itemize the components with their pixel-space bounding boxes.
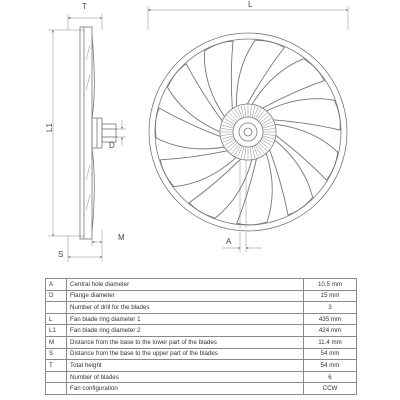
row-description: Fan configuration (67, 383, 304, 395)
table-row (46, 360, 357, 372)
row-value: 15 mm (304, 290, 357, 302)
row-symbol: A (46, 279, 67, 291)
hub-fin (263, 134, 275, 136)
dim-label-t: T (82, 2, 87, 11)
hub-fin (221, 134, 233, 136)
hub-fin (245, 147, 247, 159)
hub-fins (221, 105, 275, 159)
fan-blade (204, 41, 233, 117)
hub-fin (256, 145, 262, 155)
row-description: Total height (67, 360, 304, 372)
row-value: CCW (304, 383, 357, 395)
front-view (148, 0, 348, 252)
fan-blade (270, 140, 313, 215)
hub-fin (259, 113, 268, 122)
row-symbol (46, 302, 67, 314)
row-description: Flange diameter (67, 290, 304, 302)
row-description: Distance from the base to the upper part of the blades (67, 348, 304, 360)
row-symbol: S (46, 348, 67, 360)
table-row (46, 313, 357, 325)
hub-fin (263, 129, 275, 131)
row-value: 54 mm (304, 360, 357, 372)
row-value: 6 (304, 371, 357, 383)
table-row (46, 371, 357, 383)
hub-fin (229, 143, 238, 152)
hub-fin (227, 141, 237, 148)
fan-blade (252, 59, 324, 108)
row-value: 11.4 mm (304, 336, 357, 348)
row-symbol: D (46, 290, 67, 302)
hub-fin (259, 143, 268, 152)
hub-fin (225, 140, 235, 146)
dim-label-l: L (248, 0, 253, 9)
hub-fin (261, 119, 271, 125)
hub-fin (232, 144, 239, 154)
row-value: 424 mm (304, 325, 357, 337)
table-row (46, 325, 357, 337)
row-value: 435 mm (304, 313, 357, 325)
row-value: 3 (304, 302, 357, 314)
row-value: 10.5 mm (304, 279, 357, 291)
table-row (46, 279, 357, 291)
row-description: Number of blades (67, 371, 304, 383)
dim-label-d: D (109, 141, 115, 150)
dim-label-m: M (118, 233, 125, 242)
hub-fin (235, 109, 241, 119)
fan-blade (267, 99, 341, 130)
dim-label-s: S (58, 250, 64, 259)
hub-fin (250, 147, 252, 159)
side-view (45, 2, 126, 262)
table-row (46, 383, 357, 395)
row-description: Number of drill for the blades (67, 302, 304, 314)
row-description: Fan blade ring diameter 2 (67, 325, 304, 337)
row-value: 54 mm (304, 348, 357, 360)
specification-table (45, 278, 357, 395)
hub-fin (260, 116, 270, 123)
hub-fin (232, 111, 239, 121)
hub-fin (257, 144, 264, 154)
table-row (46, 302, 357, 314)
row-symbol: T (46, 360, 67, 372)
hub-fin (225, 119, 235, 125)
hub-fin (229, 113, 238, 122)
row-symbol: M (46, 336, 67, 348)
hub-fin (256, 109, 262, 119)
specification-table-body (46, 279, 357, 395)
table-row (46, 290, 357, 302)
fan-blade (236, 40, 284, 106)
hub-fin (245, 105, 247, 117)
hub-fin (227, 116, 237, 123)
hub-fin (235, 145, 241, 155)
hub-fin (221, 129, 233, 131)
dim-label-a: A (226, 237, 232, 246)
hub-fin (250, 105, 252, 117)
row-symbol (46, 371, 67, 383)
row-symbol: L1 (46, 325, 67, 337)
fan-blade (237, 153, 272, 225)
row-symbol: L (46, 313, 67, 325)
table-row (46, 336, 357, 348)
fan-blades (155, 40, 340, 225)
table-row (46, 348, 357, 360)
hub-fin (257, 111, 264, 121)
row-description: Central hole diameter (67, 279, 304, 291)
fan-blade (160, 151, 236, 187)
row-symbol (46, 383, 67, 395)
dim-label-l1: L1 (45, 123, 54, 132)
hub-fin (260, 141, 270, 148)
row-description: Distance from the base to the lower part of the blades (67, 336, 304, 348)
row-description: Fan blade ring diameter 1 (67, 313, 304, 325)
fan-blade (275, 124, 338, 180)
hub-fin (261, 140, 271, 146)
